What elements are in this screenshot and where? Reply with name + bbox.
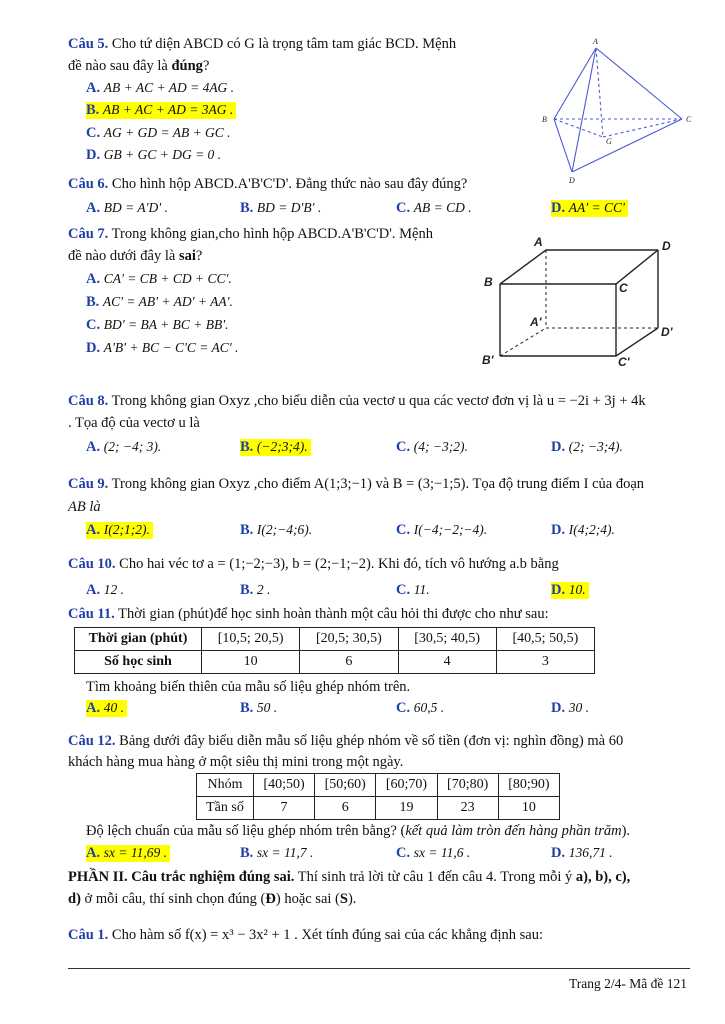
option-letter: D. (551, 582, 566, 598)
q9-option-b[interactable] (240, 522, 312, 539)
q10-line1 (68, 556, 559, 573)
option-letter: D. (551, 439, 566, 455)
option-letter: D. (551, 700, 566, 716)
option-letter: C. (396, 582, 411, 598)
table-cell: [30,5; 40,5) (398, 628, 496, 651)
q12-table (196, 773, 560, 820)
option-expr: sx = 11,69 . (103, 845, 167, 860)
q12-option-c[interactable] (396, 845, 470, 862)
q7-text2: đề nào dưới đây là (68, 248, 176, 264)
q5-tail: ? (202, 58, 210, 74)
q6-label: Câu 6. (68, 176, 109, 192)
option-letter: C. (396, 439, 411, 455)
option-letter: C. (396, 522, 411, 538)
table-cell: [60;70) (376, 774, 437, 797)
option-letter: C. (396, 700, 411, 716)
fig-label-D: D (662, 239, 671, 253)
option-expr: I(2;1;2). (103, 522, 150, 537)
fig-label-C: C (619, 281, 628, 295)
option-letter: D. (551, 845, 566, 861)
table-cell: 3 (496, 651, 594, 674)
q12-question-tail: ). (621, 823, 631, 839)
option-letter: A. (86, 271, 101, 287)
q5-line2 (68, 58, 209, 75)
fig-label-A: A (593, 37, 598, 46)
q9-option-d[interactable] (551, 522, 615, 539)
option-expr: BD' = BA + BC + BB'. (103, 317, 229, 332)
q11-table (74, 627, 595, 674)
option-letter: D. (551, 200, 566, 216)
table-cell: 10 (202, 651, 300, 674)
q5-option-c[interactable] (86, 125, 231, 142)
table-cell: Số học sinh (75, 651, 202, 674)
option-expr: 136,71 . (568, 845, 613, 860)
part2-line2-text: ở mỗi câu, thí sinh chọn đúng ( (84, 891, 266, 907)
q10-label: Câu 10. (68, 556, 116, 572)
option-letter: B. (240, 200, 254, 216)
part2-s-letter: S (339, 891, 348, 907)
q11-option-b[interactable] (240, 700, 277, 717)
q7-tail: ? (195, 248, 203, 264)
option-expr: 11. (413, 582, 430, 597)
option-letter: D. (551, 522, 566, 538)
option-letter: A. (86, 582, 101, 598)
fig-label-B: B (484, 275, 493, 289)
option-expr: BD = A'D' . (103, 200, 168, 215)
q5-text2: đề nào sau đây là (68, 58, 168, 74)
fig-label-G: G (606, 137, 612, 146)
table-row (75, 651, 595, 674)
q8-option-a[interactable] (86, 439, 161, 456)
option-expr: AB = CD . (413, 200, 472, 215)
table-cell: 7 (253, 797, 314, 820)
option-expr: sx = 11,6 . (413, 845, 471, 860)
table-cell: 10 (498, 797, 559, 820)
option-expr: I(4;2;4). (568, 522, 615, 537)
table-cell: [40,5; 50,5) (496, 628, 594, 651)
table-cell: 4 (398, 651, 496, 674)
fig-label-B-prime: B' (482, 353, 494, 367)
option-letter: B. (240, 845, 254, 861)
part2-emph: a), b), c), (575, 869, 631, 885)
table-cell: [40;50) (253, 774, 314, 797)
fig-label-D: D (569, 176, 575, 184)
q5-emph: đúng (171, 58, 203, 74)
option-letter: B. (240, 700, 254, 716)
option-expr: (2; −3;4). (568, 439, 623, 454)
option-expr: GB + GC + DG = 0 . (103, 147, 222, 162)
q9-line2: AB là (68, 499, 101, 515)
q12-option-a[interactable] (86, 845, 170, 862)
q12-text: Bảng dưới đây biểu diễn mẫu số liệu ghép nhóm về số tiền (đơn vị: nghìn đồng) mà 60 (119, 733, 624, 749)
q11-label: Câu 11. (68, 606, 115, 622)
table-header-row (75, 628, 595, 651)
q9-option-a[interactable] (86, 522, 153, 539)
p2q1-line (68, 927, 543, 944)
option-letter: B. (240, 439, 254, 455)
option-expr: AB + AC + AD = 3AG . (102, 102, 234, 117)
option-expr: AB + AC + AD = 4AG . (103, 80, 235, 95)
part2-line2 (68, 891, 356, 908)
table-cell: 23 (437, 797, 498, 820)
fig-label-C-prime: C' (618, 355, 630, 369)
option-letter: A. (86, 700, 101, 716)
option-expr: I(2;−4;6). (256, 522, 313, 537)
option-expr: AC' = AB' + AD' + AA'. (102, 294, 233, 309)
q10-option-d[interactable] (551, 582, 589, 599)
table-cell: [50;60) (315, 774, 376, 797)
q8-line1 (68, 393, 646, 410)
option-expr: 12 . (103, 582, 124, 597)
option-letter: A. (86, 80, 101, 96)
option-letter: A. (86, 522, 101, 538)
option-letter: C. (86, 317, 101, 333)
option-expr: A'B' + BC − C'C = AC' . (103, 340, 239, 355)
option-expr: (4; −3;2). (413, 439, 468, 454)
option-expr: 10. (568, 582, 586, 597)
q5-text: Cho tứ diện ABCD có G là trọng tâm tam giác BCD. Mệnh (111, 36, 457, 52)
q7-option-b[interactable] (86, 294, 233, 311)
q7-option-d[interactable] (86, 340, 238, 357)
q7-label: Câu 7. (68, 226, 109, 242)
q7-option-c[interactable] (86, 317, 228, 334)
option-expr: 2 . (256, 582, 271, 597)
q8-option-c[interactable] (396, 439, 468, 456)
table-cell: Nhóm (197, 774, 254, 797)
q12-option-b[interactable] (240, 845, 313, 862)
option-letter: A. (86, 200, 101, 216)
option-expr: 30 . (568, 700, 589, 715)
fig-label-A: A (534, 235, 543, 249)
q5-option-d[interactable] (86, 147, 221, 164)
table-cell: [10,5; 20,5) (202, 628, 300, 651)
option-letter: B. (240, 582, 254, 598)
fig-label-D-prime: D' (661, 325, 673, 339)
q12-line2: khách hàng mua hàng ở một siêu thị mini trong một ngày. (68, 754, 404, 770)
q7-line2 (68, 248, 202, 265)
table-cell: Thời gian (phút) (75, 628, 202, 651)
fig-label-A-prime: A' (530, 315, 542, 329)
q9-text: Trong không gian Oxyz ,cho điểm A(1;3;−1) và B = (3;−1;5). Tọa độ trung điểm I của đoạn (111, 476, 645, 492)
table-cell: 6 (315, 797, 376, 820)
part2-title: PHẦN II. Câu trắc nghiệm đúng sai. (68, 869, 295, 885)
q5-option-b[interactable] (86, 102, 236, 119)
option-letter: D. (86, 147, 101, 163)
p2q1-label: Câu 1. (68, 927, 109, 943)
q5-line1 (68, 36, 456, 53)
q6-line1 (68, 176, 467, 193)
q12-line1 (68, 733, 623, 750)
q12-question (86, 823, 630, 840)
q8-label: Câu 8. (68, 393, 109, 409)
q11-option-a[interactable] (86, 700, 127, 717)
table-cell: [20,5; 30,5) (300, 628, 398, 651)
q11-option-c[interactable] (396, 700, 444, 717)
q9-line1 (68, 476, 644, 493)
p2q1-text: Cho hàm số f(x) = x³ − 3x² + 1 . Xét tính đúng sai của các khẳng định sau: (111, 927, 544, 943)
option-expr: 60,5 . (413, 700, 445, 715)
option-expr: 50 . (256, 700, 278, 715)
q12-question-note: kết quả làm tròn đến hàng phần trăm (405, 823, 622, 839)
option-letter: C. (396, 845, 411, 861)
q6-option-c[interactable] (396, 200, 472, 217)
table-cell: 19 (376, 797, 437, 820)
page-footer: Trang 2/4- Mã đề 121 (569, 976, 687, 991)
tetrahedron-figure (520, 34, 710, 184)
option-expr: I(−4;−2;−4). (413, 522, 488, 537)
option-letter: B. (240, 522, 254, 538)
q12-label: Câu 12. (68, 733, 116, 749)
part2-d-letter: Đ (265, 891, 276, 907)
part2-emph-d: d) (68, 891, 81, 907)
option-letter: C. (86, 125, 101, 141)
table-header-row (197, 774, 560, 797)
option-letter: A. (86, 845, 101, 861)
option-expr: CA' = CB + CD + CC'. (103, 271, 232, 286)
q11-line1 (68, 606, 549, 623)
q11-text: Thời gian (phút)để học sinh hoàn thành một câu hỏi thi được cho như sau: (118, 606, 549, 622)
q7-emph: sai (178, 248, 196, 264)
q5-label: Câu 5. (68, 36, 109, 52)
part2-end: ). (347, 891, 357, 907)
q9-option-c[interactable] (396, 522, 487, 539)
part2-line1 (68, 869, 630, 886)
table-cell: [70;80) (437, 774, 498, 797)
q6-option-a[interactable] (86, 200, 168, 217)
q12-question-text: Độ lệch chuẩn của mẫu số liệu ghép nhóm trên bằng? ( (86, 823, 406, 839)
fig-label-B: B (542, 115, 547, 124)
fig-label-C: C (686, 115, 692, 124)
table-cell: Tần số (197, 797, 254, 820)
table-cell: 6 (300, 651, 398, 674)
q6-option-d[interactable] (551, 200, 628, 217)
q8-option-b[interactable] (240, 439, 311, 456)
q10-option-a[interactable] (86, 582, 124, 599)
q10-text: Cho hai véc tơ a = (1;−2;−3), b = (2;−1;−2). Khi đó, tích vô hướng a.b bằng (119, 556, 559, 572)
footer-divider (68, 968, 690, 969)
q5-option-a[interactable] (86, 80, 234, 97)
q9-label: Câu 9. (68, 476, 109, 492)
q7-line1 (68, 226, 433, 243)
option-expr: AA' = CC' (568, 200, 625, 215)
option-letter: B. (86, 102, 100, 118)
part2-mid: ) hoặc sai ( (275, 891, 340, 907)
q10-option-c[interactable] (396, 582, 430, 599)
table-row (197, 797, 560, 820)
q8-option-d[interactable] (551, 439, 623, 456)
option-expr: BD = D'B' . (256, 200, 322, 215)
option-letter: A. (86, 439, 101, 455)
q12-option-d[interactable] (551, 845, 613, 862)
option-expr: (2; −4; 3). (103, 439, 162, 454)
q6-text: Cho hình hộp ABCD.A'B'C'D'. Đẳng thức nào sau đây đúng? (111, 176, 468, 192)
option-expr: 40 . (103, 700, 124, 715)
option-expr: (−2;3;4). (256, 439, 308, 454)
option-letter: D. (86, 340, 101, 356)
q8-text: Trong không gian Oxyz ,cho biểu diễn của vectơ u qua các vectơ đơn vị là u = −2i + 3j + 4k (111, 393, 646, 409)
q7-text: Trong không gian,cho hình hộp ABCD.A'B'C'D'. Mệnh (111, 226, 433, 242)
option-letter: B. (86, 294, 100, 310)
option-expr: AG + GD = AB + GC . (103, 125, 231, 140)
option-letter: C. (396, 200, 411, 216)
q11-option-d[interactable] (551, 700, 589, 717)
parallelepiped-figure (478, 232, 688, 370)
table-cell: [80;90) (498, 774, 559, 797)
q7-option-a[interactable] (86, 271, 232, 288)
part2-text: Thí sinh trả lời từ câu 1 đến câu 4. Trong mỗi ý (297, 869, 573, 885)
option-expr: sx = 11,7 . (256, 845, 314, 860)
q11-question: Tìm khoảng biến thiên của mẫu số liệu ghép nhóm trên. (86, 679, 411, 695)
q10-option-b[interactable] (240, 582, 270, 599)
q6-option-b[interactable] (240, 200, 321, 217)
q8-line2: . Tọa độ của vectơ u là (68, 415, 200, 431)
